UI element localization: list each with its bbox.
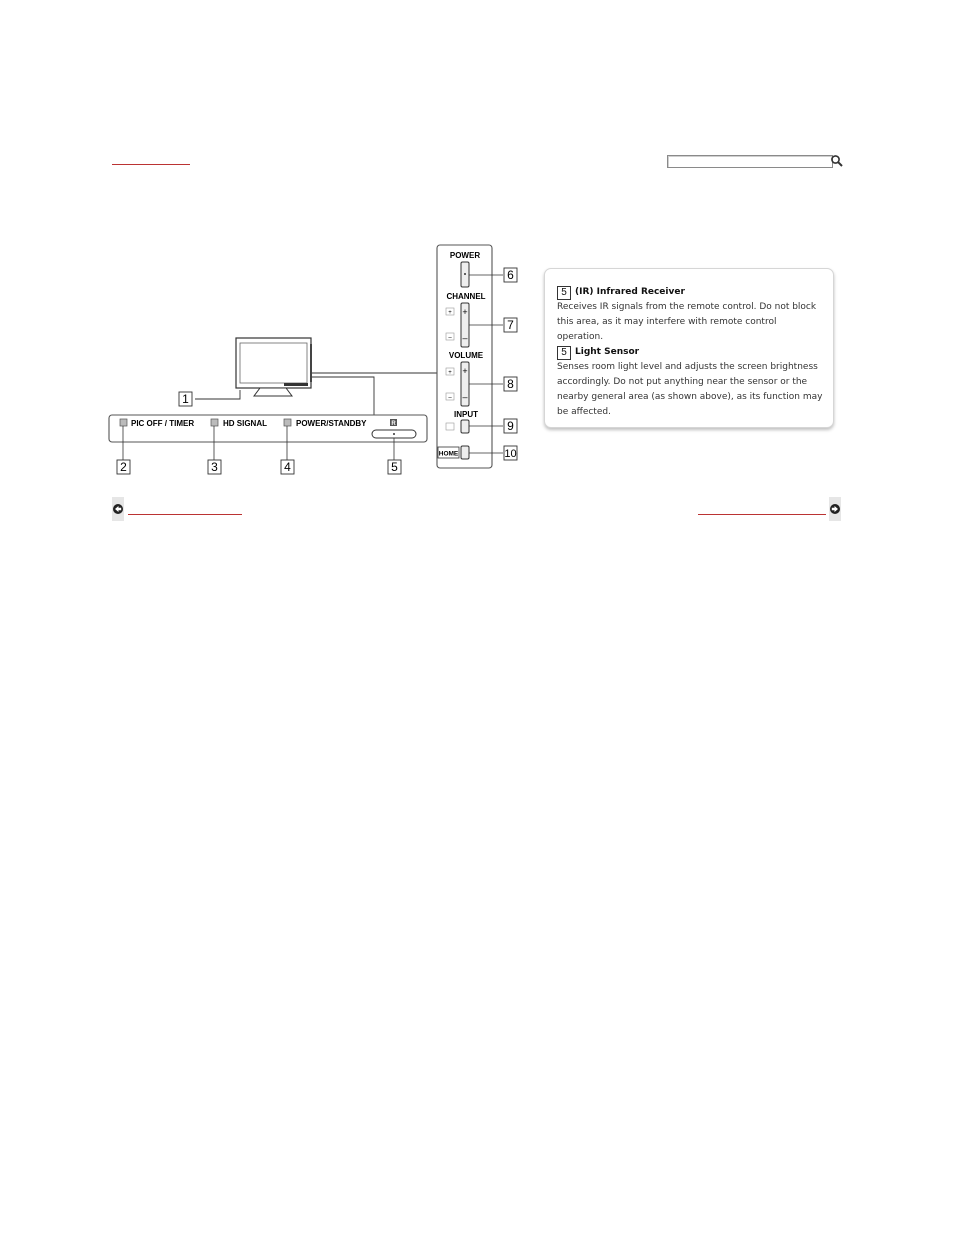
home-button [461,446,469,459]
svg-text:8: 8 [507,377,514,391]
callout-number: 5 [557,286,571,300]
next-page-button[interactable] [829,497,841,521]
callout-2 [117,460,130,474]
next-page-link[interactable] [698,500,826,515]
callout-8 [504,377,517,391]
callout-5 [388,460,401,474]
svg-text:2: 2 [120,460,127,474]
home-label: HOME [438,450,459,458]
info-entry-description: Receives IR signals from the remote control. Do not block this area, as it may interfere with remote control operation. [557,302,817,342]
hd-signal-label: HD SIGNAL [223,419,267,428]
top-link[interactable] [112,148,190,165]
callout-6 [504,268,517,282]
callout-1 [179,392,192,406]
svg-text:–: – [448,335,452,341]
prev-page-button[interactable] [112,497,124,521]
info-box [544,268,834,428]
info-entry-title: (IR) Infrared Receiver [575,287,685,297]
info-entry-description: Senses room light level and adjusts the screen brightness accordingly. Do not put anything near the sensor or the nearby general area (as shown above), as its function may be affected. [557,362,823,417]
side-button-panel [437,245,492,468]
svg-text:5: 5 [391,460,398,474]
tv-controls-diagram [100,240,530,480]
tv-illustration [236,338,311,396]
prev-page-link[interactable] [128,500,242,515]
right-arrow-icon [829,497,841,521]
input-label: INPUT [454,410,478,419]
callout-7 [504,318,517,332]
svg-text:+: + [462,307,468,317]
callout-9 [504,419,517,433]
front-indicator-panel [109,415,427,442]
pic-off-timer-label: PIC OFF / TIMER [131,419,195,428]
volume-label: VOLUME [448,351,484,360]
left-arrow-icon [112,497,124,521]
svg-text:6: 6 [507,268,514,282]
callout-3 [208,460,221,474]
callout-number: 5 [557,346,571,360]
power-standby-label: POWER/STANDBY [296,419,367,428]
svg-text:–: – [462,333,468,343]
search-button[interactable] [830,153,844,167]
power-label: POWER [449,251,481,260]
svg-text:7: 7 [507,318,514,332]
channel-label: CHANNEL [446,292,486,301]
info-entry-ir-receiver [557,285,823,345]
svg-text:+: + [448,370,452,376]
magnifier-icon [830,154,844,168]
info-entry-heading [557,345,823,360]
input-button [461,420,469,433]
svg-text:9: 9 [507,419,514,433]
info-entry-heading [557,285,823,300]
power-standby-led [284,419,291,426]
svg-text:10: 10 [504,448,517,460]
pic-off-timer-led [120,419,127,426]
info-entry-title: Light Sensor [575,347,640,357]
svg-text:1: 1 [182,392,189,406]
svg-text:+: + [448,310,452,316]
callout-4 [281,460,294,474]
callout-10 [504,446,517,460]
search-input[interactable] [667,155,833,168]
hd-signal-led [211,419,218,426]
svg-text:+: + [462,366,468,376]
svg-text:–: – [448,395,452,401]
svg-text:–: – [462,392,468,402]
info-entry-light-sensor [557,345,823,420]
ir-glyph: R [391,421,396,427]
svg-text:4: 4 [284,460,291,474]
svg-text:3: 3 [211,460,218,474]
